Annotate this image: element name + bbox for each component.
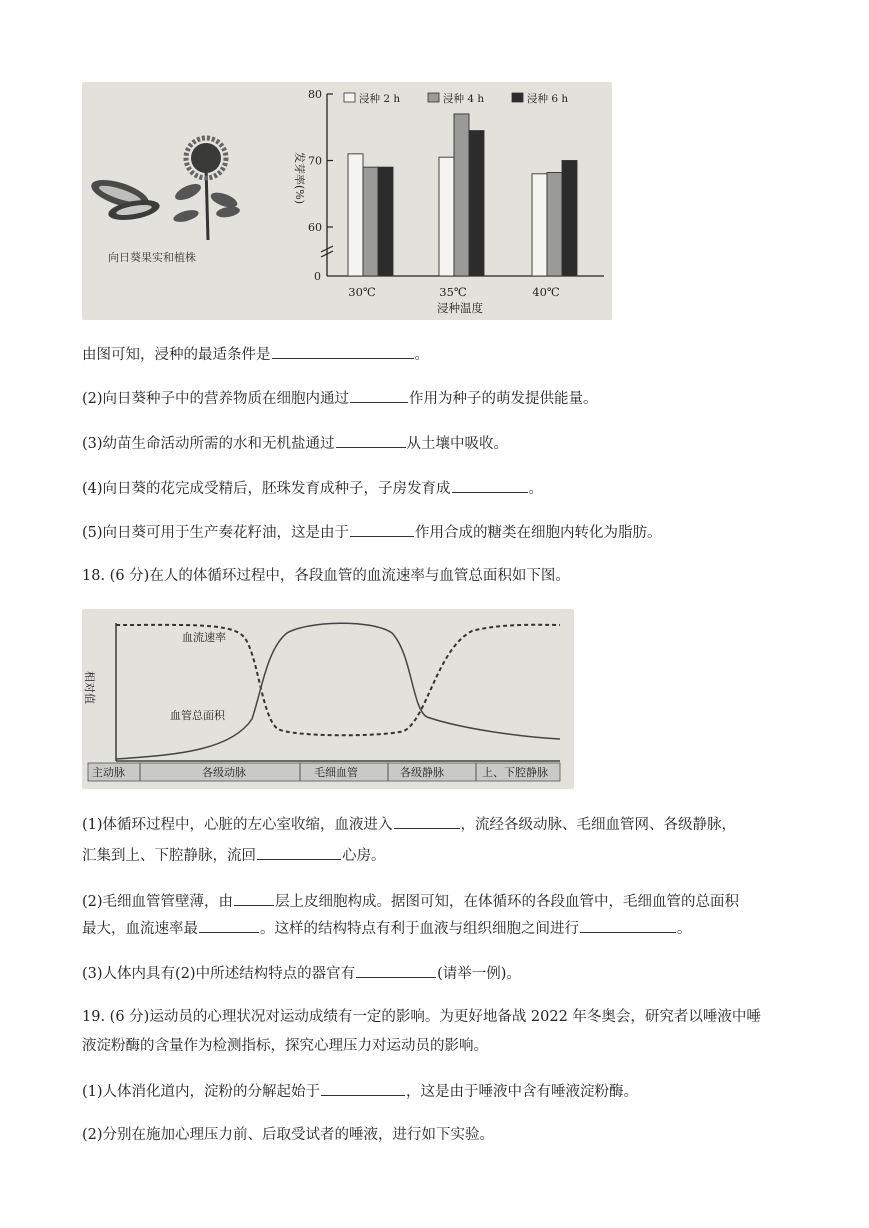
question-2 <box>82 386 598 410</box>
y-tick-label: 70 <box>308 154 322 168</box>
curve-label-area: 血管总面积 <box>170 709 225 722</box>
question-text: (4)向日葵的花完成受精后，胚珠发育成种子，子房发育成 <box>82 481 451 497</box>
question-4 <box>82 476 543 500</box>
question-19-title-line1: 19. (6 分)运动员的心理状况对运动成绩有一定的影响。为更好地备战 2022 年冬奥会，研究者以唾液中唾 <box>82 1009 761 1025</box>
question-text: 。 <box>528 481 544 497</box>
answer-blank[interactable] <box>336 431 406 448</box>
question-19-1 <box>82 1079 638 1103</box>
question-5 <box>82 520 662 544</box>
legend-label: 浸种 2 h <box>359 93 401 105</box>
question-text: 作用合成的糖类在细胞内转化为脂肪。 <box>415 525 662 541</box>
legend-swatch <box>344 93 355 102</box>
question-text: 。 <box>677 921 692 937</box>
answer-blank[interactable] <box>580 916 676 933</box>
question-text: (5)向日葵可用于生产奏花籽油，这是由于 <box>82 525 350 541</box>
bar-40℃-1 <box>547 172 562 276</box>
question-text: 从土壤中吸收。 <box>406 436 509 452</box>
question-18-1-line1 <box>82 812 736 836</box>
answer-blank[interactable] <box>394 812 460 829</box>
question-text: 作用为种子的萌发提供能量。 <box>409 391 598 407</box>
legend-label: 浸种 6 h <box>527 93 569 105</box>
answer-blank[interactable] <box>350 520 414 537</box>
question-text: (3)幼苗生命活动所需的水和无机盐通过 <box>82 436 335 452</box>
question-text: 。 <box>414 347 429 363</box>
bar-40℃-2 <box>562 161 577 277</box>
question-text: 心房。 <box>342 848 386 864</box>
legend-label: 浸种 4 h <box>443 93 485 105</box>
question-19-title-line2: 液淀粉酶的含量作为检测指标，探究心理压力对运动员的影响。 <box>82 1038 488 1054</box>
question-text: (2)毛细血管管壁薄，由 <box>82 894 234 910</box>
question-19-2: (2)分别在施加心理压力前、后取受试者的唾液，进行如下实验。 <box>82 1127 495 1143</box>
x-category-label: 35℃ <box>439 285 467 299</box>
y-axis-label: 发芽率(%) <box>293 152 306 205</box>
x-category-label: 40℃ <box>532 285 560 299</box>
blood-flow-diagram <box>82 609 574 789</box>
question-18-3 <box>82 961 521 985</box>
bar-35℃-2 <box>469 131 484 276</box>
figure-sunflower-germination <box>82 82 612 320</box>
question-text: 层上皮细胞构成。据图可知，在体循环的各段血管中，毛细血管的总面积 <box>275 894 740 910</box>
question-best-condition <box>82 342 429 366</box>
segment-label: 毛细血管 <box>314 766 358 779</box>
question-18-1-line2 <box>82 843 386 867</box>
x-axis-label: 浸种温度 <box>437 301 483 315</box>
answer-blank[interactable] <box>272 342 414 359</box>
question-18-2-line1 <box>82 889 739 913</box>
y-tick-label: 60 <box>308 221 322 234</box>
question-3 <box>82 431 508 455</box>
y-tick-label: 80 <box>308 88 322 101</box>
answer-blank[interactable] <box>321 1079 405 1096</box>
answer-blank[interactable] <box>452 476 528 493</box>
answer-blank[interactable] <box>199 916 259 933</box>
question-text: ，流经各级动脉、毛细血管网、各级静脉， <box>460 817 737 833</box>
answer-blank[interactable] <box>356 961 436 978</box>
curve-label-velocity: 血流速率 <box>182 631 226 644</box>
question-text: (3)人体内具有(2)中所述结构特点的器官有 <box>82 966 356 982</box>
question-text: (2)向日葵种子中的营养物质在细胞内通过 <box>82 391 350 407</box>
answer-blank[interactable] <box>234 889 274 906</box>
y-axis-label: 相对值 <box>83 671 96 704</box>
legend-swatch <box>428 93 439 102</box>
segment-label: 各级动脉 <box>202 766 246 779</box>
figure-caption: 向日葵果实和植株 <box>108 251 196 264</box>
bar-30℃-1 <box>363 167 378 276</box>
segment-label: 主动脉 <box>92 766 125 779</box>
question-18-title: 18. (6 分)在人的体循环过程中，各段血管的血流速率与血管总面积如下图。 <box>82 568 570 584</box>
question-text: (1)人体消化道内，淀粉的分解起始于 <box>82 1084 321 1100</box>
bar-35℃-1 <box>454 114 469 276</box>
bar-40℃-0 <box>532 174 547 276</box>
bar-30℃-2 <box>378 167 393 276</box>
sunflower-seeds-illustration <box>88 174 161 223</box>
question-text: 汇集到上、下腔静脉，流回 <box>82 848 256 864</box>
question-text: 最大，血流速率最 <box>82 921 198 937</box>
question-text: (1)体循环过程中，心脏的左心室收缩，血液进入 <box>82 817 393 833</box>
bar-30℃-0 <box>348 154 363 276</box>
question-text: 由图可知，浸种的最适条件是 <box>82 347 271 363</box>
segment-label: 上、下腔静脉 <box>482 766 548 779</box>
figure-blood-flow <box>82 609 574 789</box>
answer-blank[interactable] <box>257 843 341 860</box>
question-text: 。这样的结构特点有利于血液与组织细胞之间进行 <box>260 921 579 937</box>
answer-blank[interactable] <box>350 386 408 403</box>
question-text: ，这是由于唾液中含有唾液淀粉酶。 <box>406 1084 639 1100</box>
bar-35℃-0 <box>439 157 454 276</box>
germination-bar-chart <box>82 82 612 320</box>
vessel-segment-bar <box>88 763 560 781</box>
x-category-label: 30℃ <box>348 285 376 299</box>
segment-label: 各级静脉 <box>400 766 444 779</box>
question-18-2-line2 <box>82 916 692 940</box>
legend-swatch <box>512 93 523 102</box>
y-tick-label: 0 <box>314 270 321 283</box>
question-text: (请举一例)。 <box>437 966 521 982</box>
sunflower-plant-illustration <box>172 138 241 240</box>
